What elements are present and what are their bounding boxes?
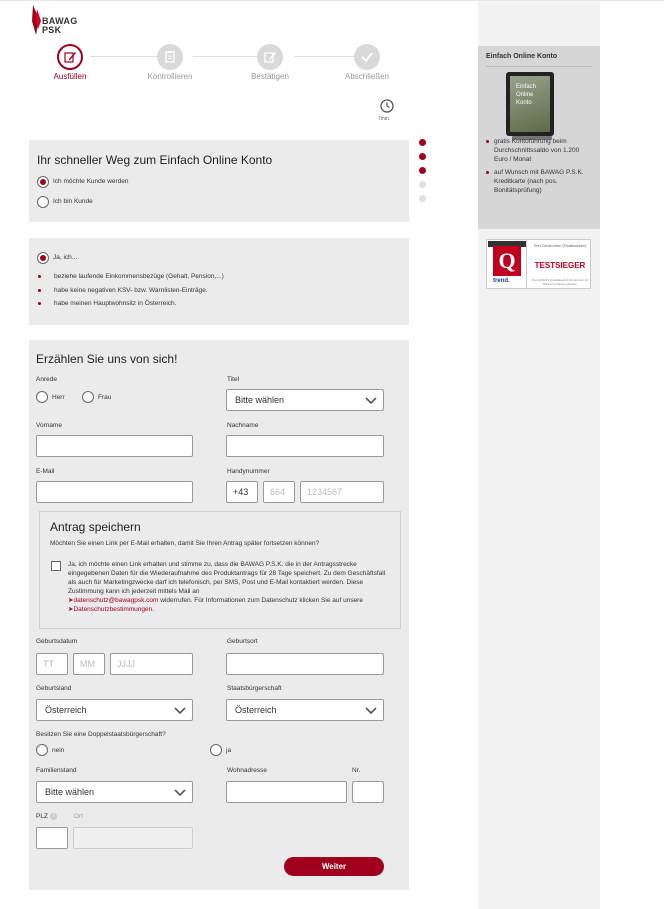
- testsieger-badge: [486, 239, 591, 289]
- chevron-down-icon: [365, 395, 377, 405]
- email-label: E-Mail: [36, 468, 55, 475]
- radio-label: Ich bin Kunde: [53, 198, 93, 205]
- radio-doppel-nein[interactable]: [36, 744, 48, 756]
- list-item: habe meinen Hauptwohnsitz in Österreich.: [40, 300, 176, 307]
- geburtsland-select[interactable]: Österreich: [36, 699, 193, 721]
- chevron-down-icon: [365, 705, 377, 715]
- promo-bullet: gratis Kontoführung beim Durchschnittssaldo von 1.200 Euro / Monat: [494, 137, 594, 164]
- radio-new-customer[interactable]: [37, 176, 49, 188]
- trend-logo: trend.: [493, 278, 510, 284]
- chevron-down-icon: [174, 705, 186, 715]
- list-item: habe keine negativen KSV- bzw. Warnlisten-Einträge.: [40, 287, 208, 294]
- geburtsort-label: Geburtsort: [227, 638, 258, 645]
- privacy-link[interactable]: Datenschutzbestimmungen.: [73, 606, 155, 613]
- customer-type-panel: [29, 140, 409, 222]
- phone-label: Handynummer: [227, 468, 270, 475]
- promo-title: Einfach Online Konto: [486, 53, 558, 60]
- step-label: Abschließen: [344, 72, 390, 81]
- tablet-text: Einfach: [516, 84, 537, 90]
- email-input[interactable]: [36, 481, 193, 503]
- edit-icon: [57, 44, 83, 70]
- wohnadresse-label: Wohnadresse: [227, 767, 267, 774]
- personal-data-form: [29, 340, 409, 890]
- tablet-image: [506, 72, 554, 136]
- geburtsland-label: Geburtsland: [36, 685, 72, 692]
- logo-text-line1: BAWAG: [42, 16, 78, 26]
- radio-yes-requirements[interactable]: [37, 252, 49, 264]
- radio-doppel-ja[interactable]: [210, 744, 222, 756]
- test-label: Test Girokonten (Filialbanken): [533, 243, 587, 248]
- radio-existing-customer[interactable]: [37, 196, 49, 208]
- titel-select[interactable]: Bitte wählen: [226, 389, 384, 411]
- progress-stepper: [30, 44, 410, 86]
- wohnadresse-input[interactable]: [226, 781, 347, 803]
- progress-dot: [419, 153, 426, 160]
- form-title: Erzählen Sie uns von sich!: [36, 352, 178, 366]
- tablet-screen: [510, 76, 550, 132]
- ort-label: Ort: [74, 813, 84, 820]
- tablet-text: Online: [516, 92, 534, 98]
- step-label: Kontrollieren: [147, 72, 193, 81]
- top-divider: [0, 0, 664, 1]
- tablet-text: Konto: [516, 100, 532, 106]
- progress-dot: [419, 167, 426, 174]
- test-result: TESTSIEGER: [534, 261, 586, 270]
- save-application-box: [39, 511, 401, 629]
- radio-label: Ja, ich...: [53, 254, 78, 261]
- radio-label: Herr: [52, 394, 65, 401]
- promo-box: [478, 46, 600, 229]
- vorname-label: Vorname: [36, 422, 63, 429]
- ort-input[interactable]: [73, 827, 193, 849]
- plz-label: PLZ i: [36, 813, 57, 820]
- arrow-right-icon: ➤: [68, 597, 74, 604]
- titel-label: Titel: [227, 376, 240, 383]
- phone-number-input[interactable]: 1234567: [300, 481, 384, 503]
- step-label: Ausfüllen: [53, 72, 87, 81]
- clock-icon: [380, 99, 394, 113]
- radio-label: nein: [52, 747, 65, 754]
- doppel-label: Besitzen Sie eine Doppelstaatsbürgerschaft?: [36, 731, 166, 738]
- familienstand-label: Familienstand: [36, 767, 77, 774]
- pen-icon: [257, 44, 283, 70]
- radio-label: Ich möchte Kunde werden: [53, 178, 129, 185]
- phone-area-input[interactable]: 664: [263, 481, 295, 503]
- badge-left: [487, 240, 527, 288]
- geburtsort-input[interactable]: [226, 653, 384, 675]
- time-estimate: [378, 99, 396, 122]
- save-title: Antrag speichern: [50, 520, 141, 534]
- birth-year-input[interactable]: JJJJ: [110, 653, 193, 675]
- save-question: Möchten Sie einen Link per E-Mail erhalten, damit Sie Ihren Antrag später fortsetzen können?: [50, 540, 320, 547]
- anrede-label: Anrede: [36, 376, 57, 383]
- requirements-panel: [29, 238, 409, 325]
- staatsbuergerschaft-label: Staatsbürgerschaft: [227, 685, 282, 692]
- step-connector: [193, 56, 265, 57]
- radio-frau[interactable]: [82, 391, 94, 403]
- staatsbuergerschaft-select[interactable]: Österreich: [226, 699, 384, 721]
- email-link[interactable]: datenschutz@bawagpsk.com: [73, 597, 159, 604]
- section-title: Ihr schneller Weg zum Einfach Online Konto: [37, 153, 273, 167]
- weiter-button[interactable]: Weiter: [284, 857, 384, 876]
- info-icon[interactable]: i: [50, 813, 57, 820]
- radio-label: ja: [226, 747, 232, 754]
- phone-prefix-input[interactable]: +43: [226, 481, 258, 503]
- geburtsdatum-label: Geburtsdatum: [36, 638, 78, 645]
- promo-divider: [486, 66, 592, 67]
- nr-input[interactable]: [352, 781, 384, 803]
- nachname-label: Nachname: [227, 422, 259, 429]
- progress-dot: [419, 181, 426, 188]
- promo-bullet: auf Wunsch mit BAWAG P.S.K. Kreditkarte (nach pos. Bonitätsprüfung): [494, 168, 594, 195]
- consent-text: Ja, ich möchte einen Link erhalten und stimme zu, dass die BAWAG P.S.K. die in der Antragsstrecke eingegebenen Daten für die Wiederaufnahme des Produktantrags für 28 Tage speichert. Zu dem Geschäftsfall als auch für Marketingzwecke darf ich telefonisch, per SMS, Post und E-Mail kontaktiert werden. Diese Zustimmung kann ich jederzeit mittels Mail an ➤datenschutz@bawagpsk.com widerrufen. Für Informationen zum Datenschutz klicken Sie auf unsere ➤Datenschutzbestimmungen.: [68, 561, 386, 613]
- birth-day-input[interactable]: TT: [36, 653, 68, 675]
- test-footer: Test 02/2019 Qualitätsurteil Girokonten 10 Banken/Anbieter getestet: [531, 278, 589, 286]
- progress-dot: [419, 195, 426, 202]
- radio-herr[interactable]: [36, 391, 48, 403]
- section-progress-dots: [419, 139, 426, 209]
- familienstand-select[interactable]: Bitte wählen: [36, 781, 193, 803]
- consent-checkbox[interactable]: [51, 561, 61, 571]
- check-icon: [354, 44, 380, 70]
- step-label: Bestätigen: [251, 72, 289, 81]
- clipboard-icon: [157, 44, 183, 70]
- list-item: beziehe laufende Einkommensbezüge (Gehalt, Pension,...): [40, 273, 224, 280]
- birth-month-input[interactable]: MM: [73, 653, 105, 675]
- progress-dot: [419, 139, 426, 146]
- nr-label: Nr.: [352, 767, 361, 774]
- step-connector: [90, 56, 160, 57]
- chevron-down-icon: [174, 787, 186, 797]
- vorname-input[interactable]: [36, 435, 193, 457]
- nachname-input[interactable]: [226, 435, 384, 457]
- flame-logo-icon: [30, 5, 42, 35]
- logo-text-line2: PSK: [42, 25, 62, 35]
- radio-label: Frau: [98, 394, 112, 401]
- arrow-right-icon: ➤: [68, 606, 74, 613]
- time-label: 7min.: [378, 116, 391, 122]
- quality-seal: Q: [493, 246, 521, 276]
- plz-input[interactable]: [36, 827, 68, 849]
